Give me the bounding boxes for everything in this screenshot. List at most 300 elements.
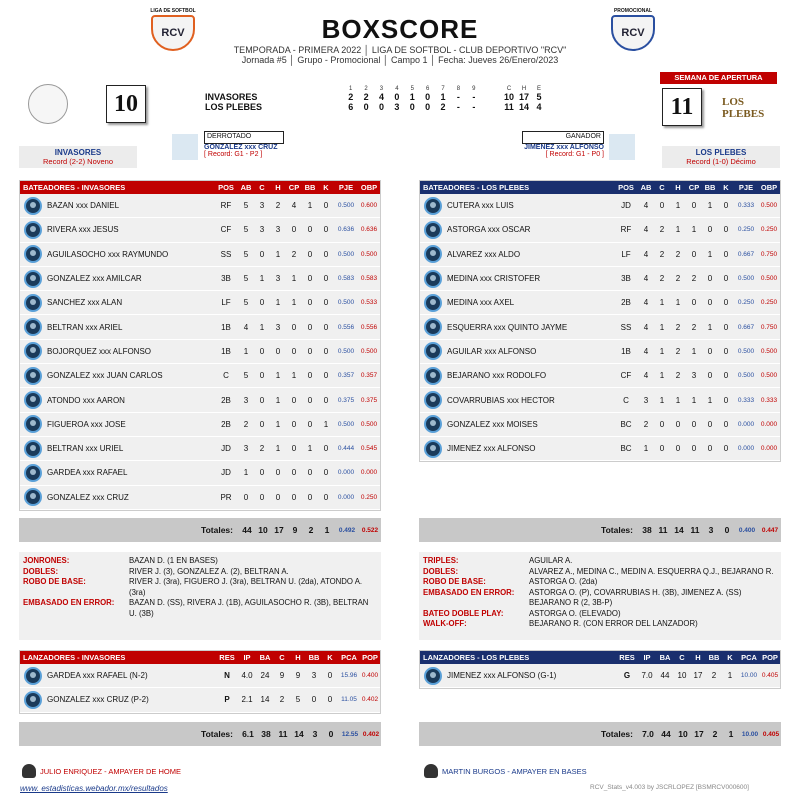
stat-cell: 15.96 [340, 672, 358, 680]
inning-runs: 3 [394, 102, 400, 112]
column-header: PCA [341, 653, 357, 662]
totals-cell: 0.492 [338, 526, 356, 534]
stat-cell: 7.0 [641, 671, 653, 681]
losing-pitcher-record: [ Record: G1 - P2 ] [204, 151, 263, 158]
stat-cell: 0 [723, 444, 729, 454]
stat-cell: 1 [307, 444, 313, 454]
column-header: PJE [738, 183, 754, 192]
note-line [423, 598, 777, 609]
inning-header: 4 [395, 86, 399, 92]
stat-cell: 44 [660, 671, 670, 681]
note-key [423, 598, 529, 609]
totals-cell: 11 [690, 525, 700, 535]
inning-runs: 1 [409, 92, 415, 102]
stat-cell: 0 [723, 322, 729, 332]
stat-cell: 1 [275, 298, 281, 308]
stat-cell: 1 [707, 322, 713, 332]
player-avatar-icon [24, 245, 42, 263]
stat-cell: 0 [291, 395, 297, 405]
totals-cell: 11 [658, 525, 668, 535]
total-e: 4 [536, 102, 542, 112]
stat-cell: 2 [243, 419, 249, 429]
totals-cell: 0.405 [762, 730, 780, 738]
stat-cell: 5 [295, 695, 301, 705]
stat-cell: 0.500 [360, 347, 378, 355]
inning-runs: 2 [440, 102, 446, 112]
right-team-box [662, 146, 780, 168]
stat-cell: 0.600 [360, 202, 378, 210]
stat-cell: 0 [323, 225, 329, 235]
rhe-header: C [506, 86, 512, 92]
stat-cell: 0.556 [360, 323, 378, 331]
stat-cell: 1 [275, 249, 281, 259]
stat-cell: 0 [275, 492, 281, 502]
batting-row [20, 364, 380, 388]
right-batting-table [419, 180, 781, 462]
stat-cell: 1 [727, 671, 733, 681]
stat-cell: 0 [307, 492, 313, 502]
stat-cell: 3 [259, 225, 265, 235]
totals-cell: 44 [661, 729, 671, 739]
inning-header: 9 [472, 86, 476, 92]
stat-cell: 0.500 [337, 420, 355, 428]
totals-cell: 17 [274, 525, 284, 535]
player-name: ESQUERRA xxx QUINTO JAYME [447, 322, 568, 332]
player-avatar-icon [424, 294, 442, 312]
stat-cell: 0 [707, 371, 713, 381]
note-key: ROBO DE BASE: [23, 577, 86, 586]
batting-row [20, 461, 380, 485]
stat-cell: 1 [707, 201, 713, 211]
winning-pitcher-record: [ Record: G1 - P0 ] [545, 151, 604, 158]
column-header: C [659, 183, 665, 192]
stat-cell: 0.500 [737, 347, 755, 355]
note-value: BEJARANO R (2, 3B-P) [529, 598, 613, 607]
player-avatar-icon [424, 415, 442, 433]
stat-cell: 1 [659, 371, 665, 381]
stat-cell: LF [221, 298, 231, 308]
stat-cell: 4 [643, 298, 649, 308]
stat-cell: 0.583 [337, 275, 355, 283]
stat-cell: 4 [643, 274, 649, 284]
batting-row [420, 388, 780, 412]
stat-cell: 0 [307, 346, 313, 356]
left-team-box [19, 146, 137, 168]
stat-cell: 9 [295, 671, 301, 681]
note-value: ALVAREZ A., MEDINA C., MEDIN A. ESQUERRA Q.J., BEJARANO R. [529, 566, 774, 576]
player-avatar-icon [424, 440, 442, 458]
stat-cell: 1 [707, 249, 713, 259]
opening-week-banner: SEMANA DE APERTURA [660, 72, 777, 84]
column-header: BA [659, 653, 671, 662]
stat-cell: 0 [243, 492, 249, 502]
totals-cell: 14 [294, 729, 304, 739]
stat-cell: CF [620, 371, 632, 381]
stat-cell: 0.000 [337, 493, 355, 501]
totals-label: Totales: [201, 729, 233, 739]
stat-cell: 5 [243, 201, 249, 211]
total-c: 10 [504, 92, 515, 102]
player-avatar-icon [424, 270, 442, 288]
umpire-icon [424, 764, 438, 778]
stat-cell: 0 [723, 346, 729, 356]
stat-cell: 2 [659, 225, 665, 235]
stat-cell: 0 [691, 298, 697, 308]
batting-row [20, 437, 380, 461]
totals-cell: 0.402 [362, 730, 380, 738]
stat-cell: 0 [259, 395, 265, 405]
totals-label: Totales: [601, 525, 633, 535]
stat-cell: 0.500 [760, 202, 778, 210]
player-avatar-icon [424, 197, 442, 215]
stat-cell: 0 [707, 298, 713, 308]
column-header: K [723, 183, 729, 192]
stat-cell: 0 [723, 274, 729, 284]
totals-cell: 2 [308, 525, 314, 535]
stat-cell: 1B [221, 322, 231, 332]
stat-cell: 0 [291, 444, 297, 454]
stat-cell: 0 [691, 444, 697, 454]
stat-cell: 0 [291, 225, 297, 235]
line-team-name: LOS PLEBES [205, 102, 263, 112]
stat-cell: 1 [707, 395, 713, 405]
column-header: BA [259, 653, 271, 662]
stat-cell: 0.583 [360, 275, 378, 283]
stat-cell: 0.000 [760, 445, 778, 453]
player-name: JIMENEZ xxx ALFONSO [447, 444, 536, 454]
inning-runs: 6 [348, 102, 354, 112]
batting-row [420, 218, 780, 242]
stat-cell: BC [620, 419, 632, 429]
stat-cell: 3 [243, 444, 249, 454]
stat-cell: 0.545 [360, 445, 378, 453]
stat-cell: 0 [291, 492, 297, 502]
player-avatar-icon [24, 197, 42, 215]
player-name: MEDINA xxx AXEL [447, 298, 515, 308]
stat-cell: 5 [243, 249, 249, 259]
rhe-header: H [521, 86, 527, 92]
column-header: RES [219, 653, 235, 662]
stat-cell: 0 [307, 225, 313, 235]
batting-row [420, 364, 780, 388]
player-name: BELTRAN xxx URIEL [47, 444, 124, 454]
stat-cell: 1 [659, 346, 665, 356]
stat-cell: 0 [707, 444, 713, 454]
batting-row [20, 315, 380, 339]
column-header: AB [640, 183, 652, 192]
stat-cell: 0 [723, 419, 729, 429]
stat-cell: 0 [323, 322, 329, 332]
stat-cell: 4 [243, 322, 249, 332]
stat-cell: 0 [291, 346, 297, 356]
stat-cell: 0 [311, 695, 317, 705]
column-header: CP [688, 183, 700, 192]
stat-cell: 0.375 [360, 396, 378, 404]
inning-runs: 4 [378, 92, 384, 102]
stat-cell: 14 [260, 695, 270, 705]
table-title: BATEADORES - LOS PLEBES [423, 183, 530, 192]
stat-cell: 5 [243, 298, 249, 308]
stat-cell: 0.000 [760, 420, 778, 428]
right-team-record: Record (1-0) Décimo [686, 157, 756, 166]
stat-cell: 0 [307, 298, 313, 308]
stat-cell: 3 [259, 201, 265, 211]
stat-cell: 0 [259, 298, 265, 308]
note-line [423, 609, 777, 620]
page-title: BOXSCORE [321, 14, 479, 44]
stat-cell: 2 [259, 444, 265, 454]
stat-cell: 0.556 [337, 323, 355, 331]
right-pitching-table [419, 650, 781, 689]
stat-cell: 2 [675, 322, 681, 332]
table-title: LANZADORES - LOS PLEBES [423, 653, 530, 662]
player-name: AGUILAR xxx ALFONSO [447, 346, 537, 356]
player-avatar-icon [24, 270, 42, 288]
column-header: BB [708, 653, 720, 662]
batting-row [420, 315, 780, 339]
note-key: EMBASADO EN ERROR: [423, 587, 515, 597]
stat-cell: 2 [691, 322, 697, 332]
batting-row [420, 291, 780, 315]
losing-pitcher-icon [172, 134, 198, 160]
stat-cell: 0 [659, 444, 665, 454]
note-value: BAZAN D. (1 EN BASES) [129, 556, 218, 565]
stat-cell: 0 [659, 419, 665, 429]
line-score [205, 86, 605, 112]
inning-header: 1 [349, 86, 353, 92]
stat-cell: 1 [675, 298, 681, 308]
stat-cell: LF [621, 249, 631, 259]
stat-cell: 0.375 [337, 396, 355, 404]
league-shield: RCV [151, 15, 195, 51]
note-line [423, 588, 777, 599]
total-h: 14 [519, 102, 530, 112]
inning-runs: - [472, 102, 476, 112]
stat-cell: 17 [693, 671, 703, 681]
batting-row [20, 340, 380, 364]
player-name: COVARRUBIAS xxx HECTOR [447, 395, 555, 405]
stat-cell: 2 [279, 695, 285, 705]
left-team-name: INVASORES [54, 148, 102, 157]
player-name: GONZALEZ xxx AMILCAR [47, 274, 142, 284]
column-header: AB [240, 183, 252, 192]
stat-cell: 0 [259, 371, 265, 381]
stat-cell: 2 [675, 371, 681, 381]
stat-cell: 2 [675, 249, 681, 259]
inning-runs: - [456, 102, 460, 112]
stat-cell: JD [221, 468, 231, 478]
note-key: JONRONES: [23, 556, 70, 565]
stat-cell: 0.500 [360, 420, 378, 428]
right-team-name: LOS PLEBES [695, 148, 747, 157]
player-name: JIMENEZ xxx ALFONSO (G-1) [447, 671, 557, 681]
column-header: K [327, 653, 333, 662]
stat-cell: SS [220, 249, 232, 259]
stat-cell: 0.357 [337, 372, 355, 380]
season-line: TEMPORADA - PRIMERA 2022 │ LIGA DE SOFTBOL - CLUB DEPORTIVO "RCV" [233, 45, 567, 55]
totals-cell: 1 [324, 525, 330, 535]
player-name: BAZAN xxx DANIEL [47, 201, 120, 211]
player-avatar-icon [24, 367, 42, 385]
stat-cell: 1 [659, 395, 665, 405]
player-name: GONZALEZ xxx CRUZ [47, 492, 129, 502]
column-header: RES [619, 653, 635, 662]
stat-cell: C [223, 371, 229, 381]
totals-cell: 0 [328, 729, 334, 739]
stat-cell: 0.500 [337, 299, 355, 307]
stat-cell: P [224, 695, 230, 705]
left-team-record: Record (2-2) Noveno [42, 157, 114, 166]
stat-cell: 1B [621, 346, 631, 356]
batting-row [420, 413, 780, 437]
note-key: ROBO DE BASE: [423, 577, 486, 586]
player-avatar-icon [424, 367, 442, 385]
stat-cell: 0.667 [737, 323, 755, 331]
inning-runs: 0 [378, 102, 384, 112]
stat-cell: 0 [307, 322, 313, 332]
player-name: GONZALEZ xxx JUAN CARLOS [47, 371, 163, 381]
right-notes [419, 552, 781, 640]
stat-cell: 1 [275, 444, 281, 454]
stat-cell: 0.000 [737, 445, 755, 453]
note-line [23, 556, 377, 567]
column-header: C [279, 653, 285, 662]
player-name: GARDEA xxx RAFAEL (N-2) [47, 671, 148, 681]
batting-row [20, 243, 380, 267]
inning-header: 5 [410, 86, 414, 92]
totals-cell: 11 [278, 729, 288, 739]
stat-cell: 1 [259, 322, 265, 332]
stat-cell: 2 [275, 201, 281, 211]
batting-row [20, 413, 380, 437]
note-line [423, 577, 777, 588]
totals-cell: 12.55 [341, 730, 359, 738]
stat-cell: 0 [707, 274, 713, 284]
player-name: ATONDO xxx AARON [47, 395, 125, 405]
stat-cell: 0.402 [361, 696, 379, 704]
stat-cell: 1B [221, 346, 231, 356]
note-value: BEJARANO R. (CON ERROR DEL LANZADOR) [529, 619, 698, 628]
total-c: 11 [504, 102, 514, 112]
stat-cell: 1 [675, 395, 681, 405]
stat-cell: 0 [259, 468, 265, 478]
table-title: LANZADORES - INVASORES [23, 653, 126, 662]
stat-cell: 0 [707, 419, 713, 429]
stat-cell: CF [220, 225, 232, 235]
stat-cell: 1 [275, 395, 281, 405]
stat-cell: 0 [323, 201, 329, 211]
loss-label: DERROTADO [204, 131, 284, 144]
note-value: BAZAN D. (SS), RIVERA J. (1B), AGUILASOCHO R. (3B), BELTRAN U. (3B) [129, 598, 369, 618]
stat-cell: 0.400 [361, 672, 379, 680]
column-header: K [727, 653, 733, 662]
note-value: ASTORGA O. (2da) [529, 577, 598, 586]
stat-cell: 0.333 [760, 396, 778, 404]
player-name: BEJARANO xxx RODOLFO [447, 371, 547, 381]
stat-cell: 0 [327, 695, 333, 705]
inning-header: 2 [364, 86, 368, 92]
player-avatar-icon [424, 342, 442, 360]
player-avatar-icon [24, 488, 42, 506]
inning-header: 6 [425, 86, 430, 92]
stat-cell: 3 [311, 671, 317, 681]
stat-cell: 0.250 [760, 226, 778, 234]
totals-cell: 3 [312, 729, 318, 739]
stat-cell: PR [220, 492, 232, 502]
note-line [23, 567, 377, 578]
stat-cell: 2 [659, 249, 665, 259]
stat-cell: 1 [659, 298, 665, 308]
note-line [423, 567, 777, 578]
stat-cell: 0 [323, 468, 329, 478]
right-pitching-totals [419, 722, 781, 746]
stat-cell: 0.333 [737, 396, 755, 404]
stat-cell: 0 [327, 671, 333, 681]
note-key: TRIPLES: [423, 556, 459, 565]
totals-cell: 38 [261, 729, 271, 739]
column-header: BB [304, 183, 316, 192]
stat-cell: 4 [643, 346, 649, 356]
player-name: ALVAREZ xxx ALDO [447, 249, 521, 259]
note-value: RIVER J. (3), GONZALEZ A. (2), BELTRAN A. [129, 566, 289, 576]
stat-cell: 3 [275, 274, 281, 284]
stat-cell: 3 [275, 322, 281, 332]
stat-cell: 1 [643, 444, 649, 454]
stat-cell: 0.250 [737, 299, 755, 307]
stat-cell: 0.444 [337, 445, 355, 453]
stat-cell: 0 [323, 298, 329, 308]
stat-cell: 0 [707, 346, 713, 356]
stat-cell: RF [620, 225, 632, 235]
player-name: GONZALEZ xxx CRUZ (P-2) [47, 695, 149, 705]
stat-cell: 0 [291, 419, 297, 429]
stat-cell: 10.00 [740, 672, 758, 680]
column-header: H [675, 183, 681, 192]
note-value: ASTORGA O. (ELEVADO) [529, 608, 621, 618]
column-header: POP [362, 653, 378, 662]
inning-runs: 0 [425, 92, 431, 102]
player-avatar-icon [24, 221, 42, 239]
stat-cell: 1 [291, 371, 297, 381]
stat-cell: 2 [291, 249, 297, 259]
stat-cell: 2B [621, 298, 631, 308]
left-pitching-totals [19, 722, 381, 746]
note-value: RIVER J. (3ra), FIGUERO J. (3ra), BELTRAN U. (2da), ATONDO A. (3ra) [129, 577, 363, 597]
player-name: MEDINA xxx CRISTOFER [447, 274, 541, 284]
stat-cell: 0 [707, 225, 713, 235]
player-name: CUTERA xxx LUIS [447, 201, 514, 211]
player-avatar-icon [424, 391, 442, 409]
stat-cell: BC [620, 444, 632, 454]
stat-cell: G [623, 671, 631, 681]
stat-cell: 0 [291, 468, 297, 478]
stat-cell: 0.333 [737, 202, 755, 210]
stat-cell: JD [621, 201, 631, 211]
stat-cell: 0 [691, 419, 697, 429]
promo-shield: RCV [611, 15, 655, 51]
stat-cell: 1 [323, 419, 329, 429]
results-link[interactable]: www. estadisticas.webador.mx/resultados [20, 784, 168, 793]
player-avatar-icon [424, 667, 442, 685]
player-avatar-icon [24, 440, 42, 458]
stat-cell: 0.500 [760, 372, 778, 380]
inning-runs: 2 [348, 92, 354, 102]
stat-cell: 3B [621, 274, 631, 284]
inning-runs: 0 [394, 92, 400, 102]
stat-cell: 10 [677, 671, 687, 681]
stat-cell: 2 [711, 671, 717, 681]
stat-cell: 4 [643, 225, 649, 235]
